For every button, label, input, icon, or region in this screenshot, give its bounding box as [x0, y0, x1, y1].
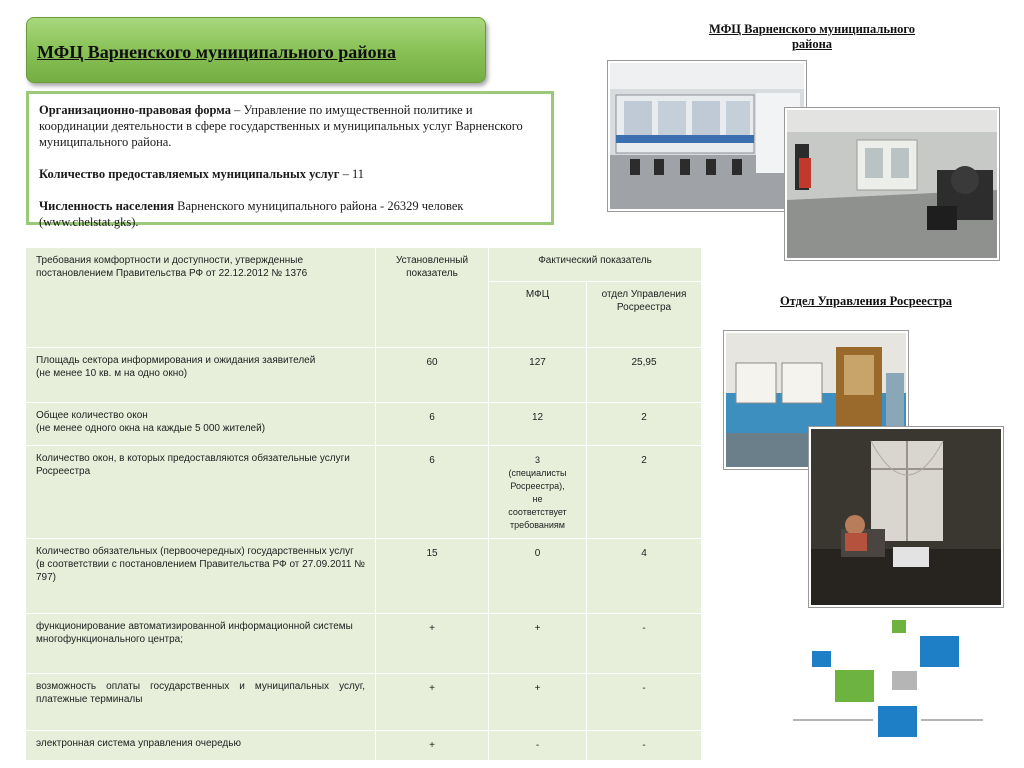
row-established: 15: [376, 539, 489, 614]
table-row: [26, 731, 702, 761]
row-requirement: Количество обязательных (первоочередных) государственных услуг (в соответствии с постановлением Правительства РФ от 27.09.2011 № 797): [26, 539, 376, 614]
row-rosreestr: 25,95: [587, 348, 702, 403]
row-established: +: [376, 731, 489, 761]
row-rosreestr: 2: [587, 403, 702, 446]
header-mfc: МФЦ: [489, 282, 587, 348]
row-requirement: электронная система управления очередью: [26, 731, 376, 761]
row-rosreestr: -: [587, 731, 702, 761]
table-row: [26, 446, 702, 539]
deco-square: [812, 651, 831, 667]
table-row: [26, 403, 702, 446]
services-paragraph: [39, 166, 541, 182]
header-rosreestr: отдел Управления Росреестра: [587, 282, 702, 348]
org-form-label: Организационно-правовая форма: [39, 103, 231, 117]
table-row: [26, 348, 702, 403]
services-label: Количество предоставляемых муниципальных услуг: [39, 167, 340, 181]
services-value: – 11: [339, 167, 364, 181]
row-established: 60: [376, 348, 489, 403]
title-banner: [26, 17, 486, 83]
row-established: +: [376, 674, 489, 731]
table-row: [26, 674, 702, 731]
row-established: 6: [376, 446, 489, 539]
row-requirement: функционирование автоматизированной информационной системы многофункционального центра;: [26, 614, 376, 674]
mfc-corridor-photo: [785, 108, 999, 260]
row-rosreestr: 2: [587, 446, 702, 539]
row-requirement: Площадь сектора информирования и ожидания заявителей (не менее 10 кв. м на одно окно): [26, 348, 376, 403]
deco-square: [892, 620, 906, 633]
row-requirement: Количество окон, в которых предоставляются обязательные услуги Росреестра: [26, 446, 376, 539]
info-box: [26, 91, 554, 229]
row-established: 6: [376, 403, 489, 446]
table-row: [26, 539, 702, 614]
table-row: [26, 614, 702, 674]
requirements-table: [25, 247, 702, 761]
row-mfc: 127: [489, 348, 587, 403]
row-mfc: +: [489, 674, 587, 731]
org-form-paragraph: [39, 102, 541, 150]
row-mfc: 3 (специалисты Росреестра), не соответствует требованиям: [489, 446, 587, 539]
row-established: +: [376, 614, 489, 674]
page-title: МФЦ Варненского муниципального района: [37, 42, 397, 62]
deco-line: [921, 719, 983, 721]
row-rosreestr: -: [587, 614, 702, 674]
mfc-photo-caption: МФЦ Варненского муниципального района: [708, 22, 916, 51]
header-established: Установленный показатель: [376, 248, 489, 348]
deco-square: [892, 671, 917, 690]
row-mfc: +: [489, 614, 587, 674]
row-mfc: 12: [489, 403, 587, 446]
row-requirement: возможность оплаты государственных и муниципальных услуг, платежные терминалы: [26, 674, 376, 731]
rosreestr-desk-photo: [809, 427, 1003, 607]
population-paragraph: [39, 198, 541, 230]
table-header-row: [26, 248, 702, 282]
row-requirement: Общее количество окон (не менее одного окна на каждые 5 000 жителей): [26, 403, 376, 446]
deco-square: [878, 706, 917, 737]
row-mfc: 0: [489, 539, 587, 614]
org-form-value: – Управление по имущественной политике и координации деятельности в сфере государственных и муниципальных услуг Варненского муниципального района.: [39, 103, 523, 149]
header-requirements: Требования комфортности и доступности, утвержденные постановлением Правительства РФ от 22.12.2012 № 1376: [26, 248, 376, 348]
row-rosreestr: -: [587, 674, 702, 731]
row-rosreestr: 4: [587, 539, 702, 614]
deco-square: [835, 670, 874, 702]
mfc-hall-photo: [608, 61, 806, 211]
row-mfc: -: [489, 731, 587, 761]
population-label: Численность населения: [39, 199, 174, 213]
deco-line: [793, 719, 873, 721]
header-actual: Фактический показатель: [489, 248, 702, 282]
rosreestr-photo-caption: Отдел Управления Росреестра: [779, 294, 953, 308]
population-value: Варненского муниципального района - 26329 человек (www.chelstat.gks).: [39, 199, 464, 229]
deco-square: [920, 636, 959, 667]
